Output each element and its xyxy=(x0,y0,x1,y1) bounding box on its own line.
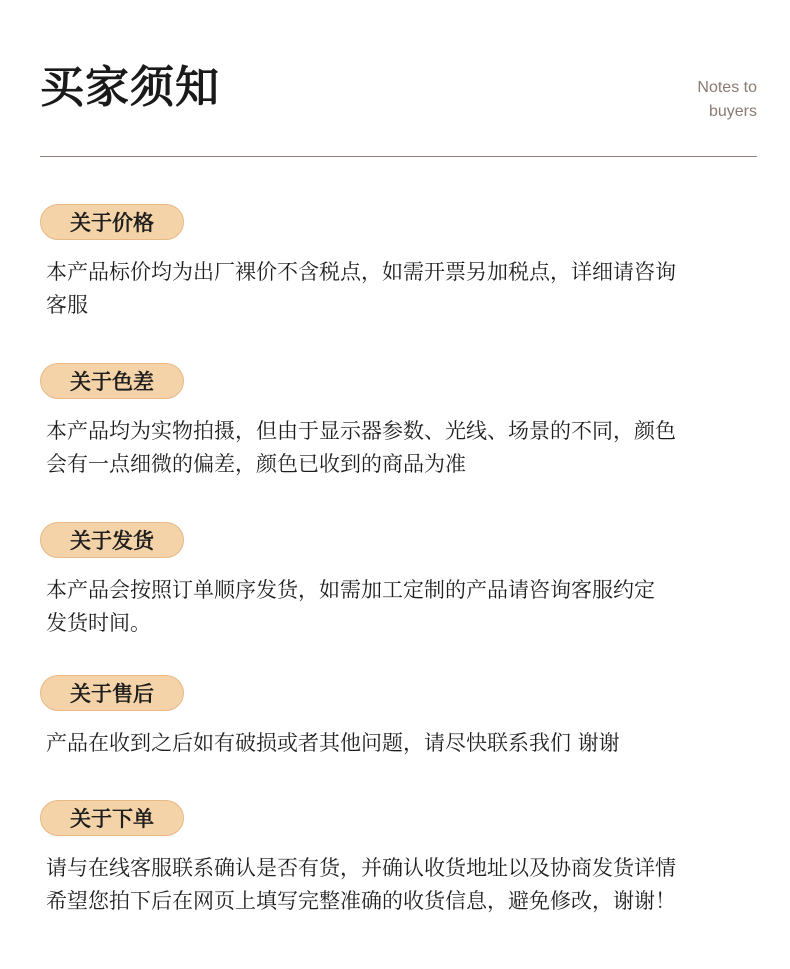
page-title: 买家须知 xyxy=(40,62,220,113)
section-line: 本产品会按照订单顺序发货，如需加工定制的产品请咨询客服约定 xyxy=(46,578,655,602)
section-badge-ordering: 关于下单 xyxy=(40,800,184,836)
section-badge-shipping: 关于发货 xyxy=(40,522,184,558)
section-after-sales xyxy=(40,675,760,760)
section-line: 本产品标价均为出厂裸价不含税点，如需开票另加税点，详细请咨询 xyxy=(46,260,676,284)
section-badge-after-sales: 关于售后 xyxy=(40,675,184,711)
subtitle-line: buyers xyxy=(708,103,757,120)
section-ordering xyxy=(40,800,760,918)
section-price xyxy=(40,204,760,322)
section-text-after-sales xyxy=(46,727,760,760)
section-shipping xyxy=(40,522,760,640)
section-line: 请与在线客服联系确认是否有货，并确认收货地址以及协商发货详情 xyxy=(46,856,676,880)
header-divider xyxy=(40,156,757,157)
section-badge-color: 关于色差 xyxy=(40,363,184,399)
page-subtitle xyxy=(697,76,757,124)
section-line: 客服 xyxy=(46,293,88,317)
section-line: 产品在收到之后如有破损或者其他问题，请尽快联系我们 谢谢 xyxy=(46,731,620,755)
section-line: 本产品均为实物拍摄，但由于显示器参数、光线、场景的不同，颜色 xyxy=(46,419,676,443)
section-text-shipping xyxy=(46,574,760,640)
section-text-price xyxy=(46,256,760,322)
section-color xyxy=(40,363,760,481)
section-badge-price: 关于价格 xyxy=(40,204,184,240)
subtitle-line: Notes to xyxy=(697,79,757,96)
section-line: 会有一点细微的偏差，颜色已收到的商品为准 xyxy=(46,452,466,476)
section-line: 发货时间。 xyxy=(46,611,151,635)
section-text-ordering xyxy=(46,852,760,918)
section-line: 希望您拍下后在网页上填写完整准确的收货信息，避免修改，谢谢！ xyxy=(46,889,676,913)
section-text-color xyxy=(46,415,760,481)
